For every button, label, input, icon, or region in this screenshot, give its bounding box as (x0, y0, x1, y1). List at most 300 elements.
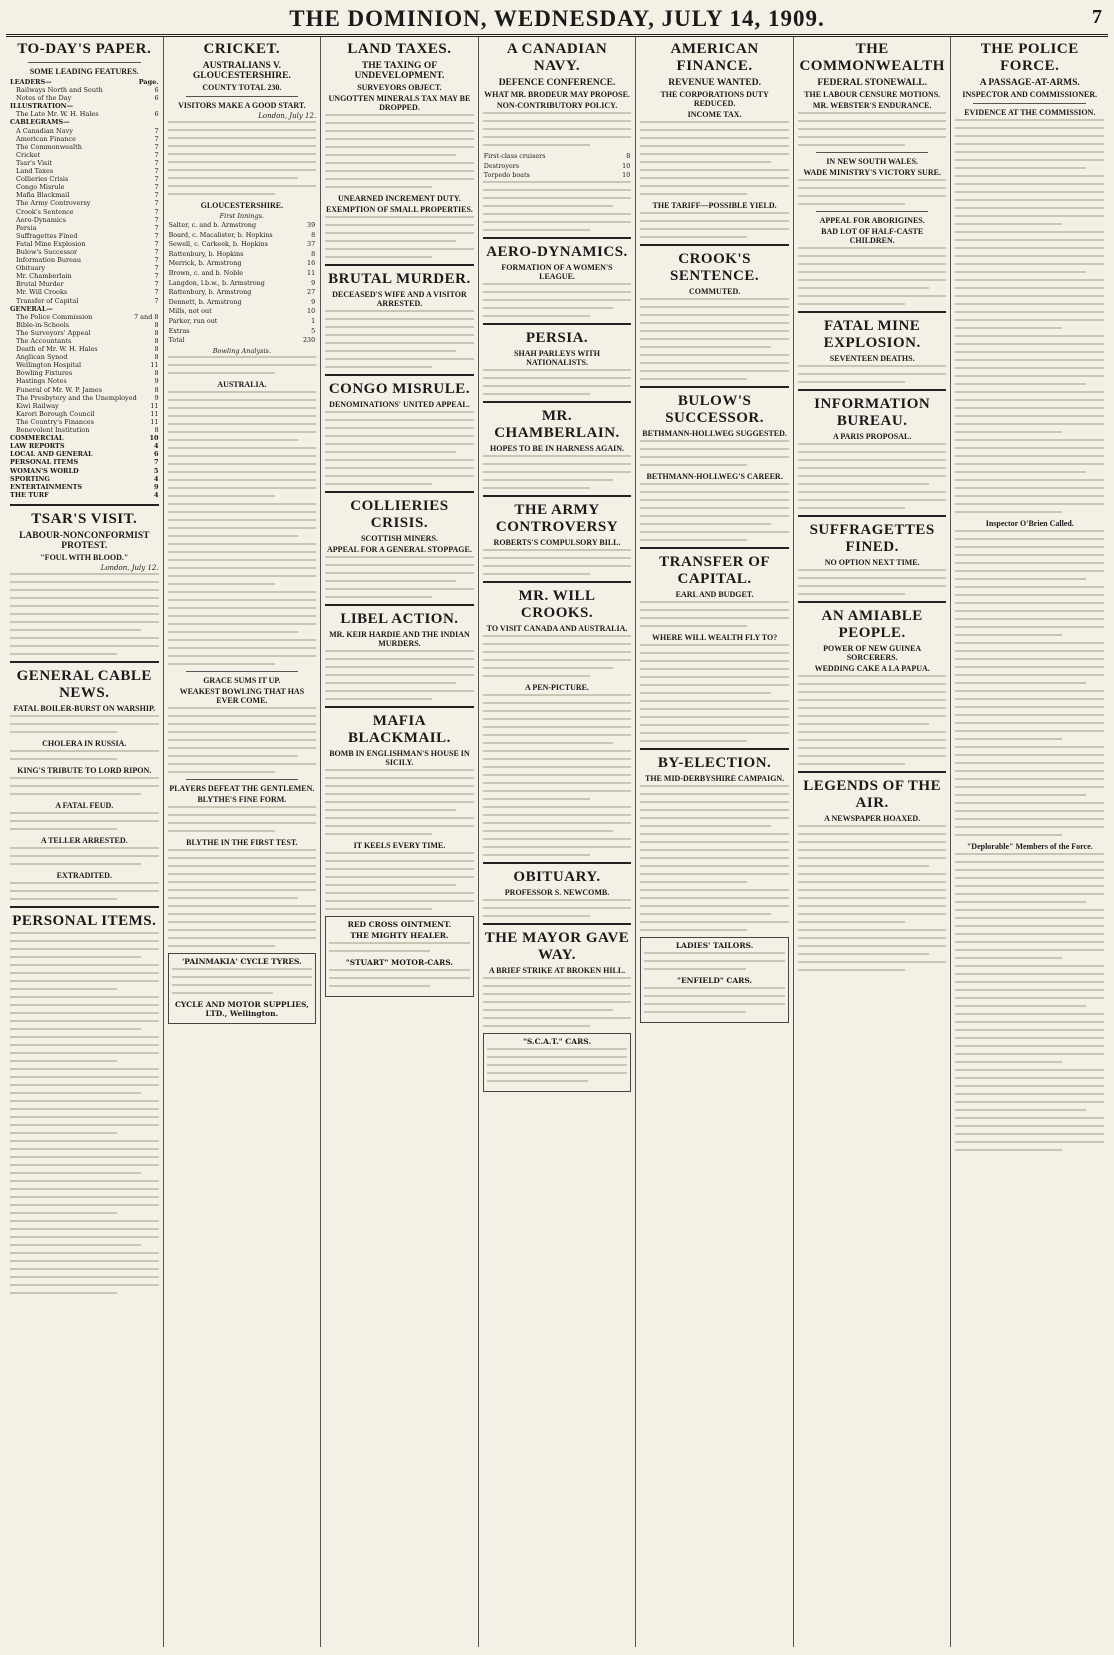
column-4 (479, 37, 637, 1647)
table-row (168, 221, 317, 231)
index-entry-page: 7 (154, 175, 159, 184)
column-3 (321, 37, 479, 1647)
amiable-people-heading: AN AMIABLE PEOPLE. (821, 608, 923, 641)
passage-at-arms-heading: A PASSAGE-AT-ARMS. (979, 78, 1080, 88)
legends-subheading: A NEWSPAPER HOAXED. (824, 814, 921, 823)
index-entry (10, 224, 159, 232)
scat-cars-advertisement (483, 1033, 632, 1092)
index-entry-title: Mr. Chamberlain (16, 272, 72, 281)
mayor-subheading: A BRIEF STRIKE AT BROKEN HILL. (488, 965, 626, 975)
index-entry-title: Congo Misrule (16, 183, 65, 192)
index-entry (10, 78, 159, 86)
index-entry (10, 240, 159, 248)
table-cell-label: Brown, c. and b. Noble (168, 268, 244, 277)
index-entry (10, 329, 159, 337)
index-entry-title: Death of Mr. W. H. Hales (16, 345, 98, 354)
ointment-advertisement (325, 916, 474, 997)
index-entry-title: Karori Borough Council (16, 409, 95, 418)
index-entry (10, 199, 159, 207)
index-entry (10, 353, 159, 361)
index-entry (10, 110, 159, 118)
pen-picture-heading: A PEN-PICTURE. (525, 682, 590, 692)
index-entry-page: 6 (154, 86, 159, 95)
personal-items-heading: PERSONAL ITEMS. (12, 912, 157, 929)
crooks-subheading: TO VISIT CANADA AND AUSTRALIA. (486, 623, 628, 633)
index-entry (10, 135, 159, 143)
brutal-murder-subheading: DECEASED'S WIFE AND A VISITOR ARRESTED. (332, 290, 467, 308)
index-entry-page: 8 (154, 345, 159, 354)
index-entry (10, 361, 159, 369)
index-entry-page: 7 (154, 126, 159, 135)
army-heading: THE ARMY CONTROVERSY (495, 501, 619, 535)
index-entry-page: 7 (154, 142, 159, 151)
index-entry-page: 7 (154, 264, 159, 273)
police-force-heading: THE POLICE FORCE. (980, 41, 1079, 74)
todays-paper-heading: TO-DAY'S PAPER. (17, 41, 152, 57)
index-entry-page: 7 (154, 199, 159, 208)
table-cell-value: 37 (307, 240, 316, 249)
libel-heading: LIBEL ACTION. (340, 611, 459, 627)
index-entry (10, 402, 159, 410)
cable-item-5: A TELLER ARRESTED. (40, 835, 128, 845)
canadian-navy-heading: A CANADIAN NAVY. (506, 41, 608, 74)
table-cell-label: Extras (168, 326, 190, 335)
tariff-heading: THE TARIFF—POSSIBLE YIELD. (652, 201, 777, 210)
nsw-subheading: WADE MINISTRY'S VICTORY SURE. (803, 168, 941, 177)
index-entry-title: The Commonwealth (16, 142, 82, 151)
increment-heading: UNEARNED INCREMENT DUTY. (337, 194, 461, 203)
index-entry-page: 8 (154, 369, 159, 378)
libel-subheading: MR. KEIR HARDIE AND THE INDIAN MURDERS. (329, 630, 470, 648)
index-entry-page: 6 (154, 450, 159, 459)
index-entry-title: ENTERTAINMENTS (10, 482, 83, 491)
suffragettes-heading: SUFFRAGETTES FINED. (809, 522, 935, 555)
index-entry (10, 442, 159, 450)
index-entry-page: 7 (154, 158, 159, 167)
column-5 (636, 37, 794, 1647)
cable-news-heading: GENERAL CABLE NEWS. (16, 667, 152, 701)
cable-item-1: FATAL BOILER-BURST ON WARSHIP. (13, 703, 156, 713)
ointment-ad-heading: RED CROSS OINTMENT. (347, 920, 452, 929)
collieries-subheading-2: APPEAL FOR A GENERAL STOPPAGE. (327, 545, 472, 554)
table-row (168, 336, 317, 346)
mayor-heading: THE MAYOR GAVE WAY. (484, 929, 630, 963)
personal-items-body (10, 932, 159, 1294)
index-entry-page: 7 (154, 288, 159, 297)
masthead (6, 4, 1108, 37)
bowling-label: Bowling Analysis. (212, 346, 271, 355)
index-entry-page: 7 (154, 191, 159, 200)
table-cell-value: 11 (307, 268, 316, 277)
chamberlain-subheading: HOPES TO BE IN HARNESS AGAIN. (490, 443, 624, 453)
index-entry-title: SPORTING (10, 474, 50, 483)
table-cell-label: Board, c. Macalister, b. Hopkins (168, 230, 273, 239)
index-entry (10, 369, 159, 377)
index-entry-page: 11 (150, 417, 159, 426)
index-entry (10, 248, 159, 256)
cable-item-6: EXTRADITED. (56, 870, 112, 880)
tsar-visit-subheading: LABOUR-NONCONFORMIST PROTEST. (19, 530, 150, 551)
aborigines-heading: APPEAL FOR ABORIGINES. (819, 216, 925, 225)
cricket-dateline: London, July 12. (258, 112, 317, 120)
obituary-heading: OBITUARY. (513, 868, 601, 885)
table-cell-value: 9 (311, 297, 316, 306)
inspector-commissioner-heading: INSPECTOR AND COMMISSIONER. (962, 90, 1098, 99)
congo-heading: CONGO MISRULE. (328, 381, 471, 397)
index-entry (10, 467, 159, 475)
index-entry-page: 7 (154, 272, 159, 281)
index-entry (10, 216, 159, 224)
index-entry (10, 305, 159, 313)
table-row (168, 298, 317, 308)
index-entry (10, 475, 159, 483)
index-entry-page: 7 (154, 239, 159, 248)
income-tax-heading: INCOME TAX. (687, 110, 742, 119)
policy-heading: NON-CONTRIBUTORY POLICY. (496, 101, 618, 110)
index-entry (10, 264, 159, 272)
table-cell-label: Rattenbury, b. Armstrong (168, 288, 252, 297)
table-cell-label: Salter, c. and b. Armstrong (168, 221, 257, 229)
index-entry-page: 6 (154, 94, 159, 103)
index-entry-page: 7 (154, 207, 159, 216)
mafia-heading: MAFIA BLACKMAIL. (347, 713, 451, 746)
index-entry-title: Bible-in-Schools (16, 320, 70, 329)
webster-heading: MR. WEBSTER'S ENDURANCE. (812, 101, 932, 110)
chamberlain-heading: MR. CHAMBERLAIN. (494, 407, 620, 441)
index-entry-page: 7 (154, 134, 159, 143)
mine-explosion-subheading: SEVENTEEN DEATHS. (829, 354, 915, 363)
table-cell-value: 10 (622, 171, 631, 180)
collieries-subheading: SCOTTISH MINERS. (360, 534, 438, 543)
cable-item-3: KING'S TRIBUTE TO LORD RIPON. (17, 765, 152, 775)
table-row (168, 279, 317, 289)
index-entry (10, 483, 159, 491)
index-entry-title: Bulow's Successor (16, 247, 78, 256)
mine-explosion-heading: FATAL MINE EXPLOSION. (823, 318, 921, 351)
table-cell-label: Torpedo boats (483, 171, 530, 180)
corporations-heading: THE CORPORATIONS DUTY REDUCED. (660, 90, 769, 108)
cricket-heading: CRICKET. (203, 41, 281, 57)
suffragettes-subheading: NO OPTION NEXT TIME. (824, 558, 920, 567)
table-row (483, 162, 632, 172)
index-entry (10, 191, 159, 199)
legends-heading: LEGENDS OF THE AIR. (803, 778, 942, 811)
motor-ad-heading: "STUART" MOTOR-CARS. (345, 958, 454, 967)
mafia-subheading-2: IT KEELS EVERY TIME. (353, 841, 446, 850)
index-entry-page: Page. (138, 78, 159, 86)
obituary-subheading: PROFESSOR S. NEWCOMB. (504, 887, 610, 897)
mafia-subheading: BOMB IN ENGLISHMAN'S HOUSE IN SICILY. (329, 749, 470, 767)
aborigines-subheading: BAD LOT OF HALF-CASTE CHILDREN. (821, 227, 924, 245)
cricket-subheading: AUSTRALIANS V. GLOUCESTERSHIRE. (192, 61, 291, 81)
index-entry-title: The Presbytery and the Unemployed (16, 393, 137, 402)
table-cell-label: Merrick, b. Armstrong (168, 259, 242, 268)
scorecard-table (168, 221, 317, 346)
index-entry-page: 4 (154, 490, 159, 499)
index-entry-title: The Army Controversy (16, 199, 91, 208)
deplorable-heading: "Deplorable" Members of the Force. (966, 842, 1093, 851)
table-cell-label: Destroyers (483, 161, 520, 170)
evidence-heading: EVIDENCE AT THE COMMISSION. (964, 108, 1096, 117)
army-subheading: ROBERTS'S COMPULSORY BILL. (493, 537, 621, 547)
index-entry (10, 232, 159, 240)
index-entry-page: 7 (154, 223, 159, 232)
index-entry-title: LAW REPORTS (10, 442, 65, 451)
cable-item-2: CHOLERA IN RUSSIA. (42, 738, 127, 748)
table-cell-value: 10 (622, 161, 631, 170)
table-row (168, 231, 317, 241)
index-entry-page: 8 (154, 337, 159, 345)
index-entry (10, 491, 159, 499)
index-entry-title: Mr. Will Crooks (16, 288, 68, 297)
persia-heading: PERSIA. (525, 329, 589, 346)
wedding-cake-heading: WEDDING CAKE A LA PAPUA. (814, 664, 930, 673)
blythe-heading: BLYTHE'S FINE FORM. (197, 794, 287, 804)
table-cell-label: Langdon, l.b.w., b. Armstrong (168, 278, 265, 287)
index-entry-title: Cricket (16, 150, 41, 159)
scat-ad-heading: "S.C.A.T." CARS. (522, 1036, 592, 1046)
index-entry-page: 9 (154, 393, 159, 402)
county-total: COUNTY TOTAL 230. (202, 83, 282, 92)
table-row (168, 307, 317, 317)
index-entry (10, 127, 159, 135)
table-row (168, 259, 317, 269)
table-row (168, 327, 317, 337)
tsar-visit-heading: TSAR'S VISIT. (31, 510, 138, 527)
index-entry-page: 7 (154, 458, 159, 467)
index-entry (10, 118, 159, 126)
table-cell-value: 10 (307, 307, 316, 316)
table-row (168, 317, 317, 327)
information-bureau-heading: INFORMATION BUREAU. (814, 396, 931, 429)
revenue-heading: REVENUE WANTED. (668, 78, 761, 88)
land-taxes-heading: LAND TAXES. (347, 41, 452, 57)
obrien-heading: Inspector O'Brien Called. (985, 519, 1074, 528)
index-entry-title: The Country's Finances (16, 417, 94, 426)
index-entry (10, 394, 159, 402)
index-entry-page: 8 (154, 328, 159, 337)
scorecard-heading: GLOUCESTERSHIRE. (200, 201, 284, 210)
index-entry-page: 7 (154, 280, 159, 289)
index-entry-title: THE TURF (10, 490, 49, 499)
columns (6, 37, 1108, 1647)
column-1 (6, 37, 164, 1647)
index-entry (10, 175, 159, 183)
table-cell-value: 8 (311, 249, 316, 258)
index-entry (10, 345, 159, 353)
blythe-test-heading: BLYTHE IN THE FIRST TEST. (186, 837, 298, 847)
index-entry-title: A Canadian Navy (16, 126, 73, 135)
index-entry-title: PERSONAL ITEMS (10, 458, 79, 467)
index-entry (10, 143, 159, 151)
amiable-people-subheading: POWER OF NEW GUINEA SORCERERS. (823, 644, 922, 662)
masthead-title: THE DOMINION, WEDNESDAY, JULY 14, 1909. (289, 6, 825, 31)
table-row (483, 152, 632, 162)
surveyors-heading: SURVEYORS OBJECT. (357, 83, 442, 92)
index-entry (10, 418, 159, 426)
table-cell-value: 39 (307, 221, 316, 229)
index-entry (10, 410, 159, 418)
index-entry-page: 7 (154, 215, 159, 224)
index-entry-title: Transfer of Capital (16, 296, 79, 305)
index-entry (10, 272, 159, 280)
index-entry-title: The Police Commission (16, 312, 93, 321)
column-2 (164, 37, 322, 1647)
index-entry-title: Crook's Sentence (16, 207, 74, 216)
aero-subheading: FORMATION OF A WOMEN'S LEAGUE. (501, 262, 613, 281)
by-election-heading: BY-ELECTION. (657, 755, 772, 771)
land-taxes-subheading: THE TAXING OF UNDEVELOPMENT. (354, 61, 445, 81)
enfield-ad-heading: "ENFIELD" CARS. (677, 976, 753, 985)
index-entry (10, 167, 159, 175)
table-row (168, 250, 317, 260)
index-entry-title: Land Taxes (16, 167, 54, 176)
index-entry-title: LOCAL AND GENERAL (10, 450, 93, 459)
index-entry-title: Brutal Murder (16, 280, 64, 289)
index-entry-page: 4 (154, 474, 159, 483)
index-entry-title: Suffragettes Fined (16, 231, 78, 240)
stonewall-heading: FEDERAL STONEWALL. (817, 78, 927, 88)
table-cell-value: 1 (311, 316, 316, 325)
index-entry-title: LEADERS— (10, 78, 52, 86)
players-heading: PLAYERS DEFEAT THE GENTLEMEN. (169, 783, 315, 793)
index-entry-title: Funeral of Mr. W. P. James (16, 385, 103, 394)
index-entry-page: 7 (154, 231, 159, 240)
index-entry (10, 159, 159, 167)
index-entry (10, 86, 159, 94)
brodeur-heading: WHAT MR. BRODEUR MAY PROPOSE. (484, 90, 630, 99)
features-subheading: SOME LEADING FEATURES. (29, 67, 139, 76)
australia-heading: AUSTRALIA. (217, 379, 267, 389)
table-cell-label: Mills, not out (168, 307, 212, 316)
index-entry (10, 426, 159, 434)
table-row (168, 240, 317, 250)
index-entry-page: 9 (154, 482, 159, 491)
index-entry (10, 337, 159, 345)
index-entry (10, 151, 159, 159)
index-entry-title: WOMAN'S WORLD (10, 466, 79, 475)
table-cell-value: 230 (302, 336, 316, 345)
nsw-heading: IN NEW SOUTH WALES. (826, 157, 919, 166)
crook-sentence-subheading: COMMUTED. (688, 287, 741, 296)
index-entry-page: 10 (149, 434, 159, 443)
american-finance-heading: AMERICAN FINANCE. (670, 41, 759, 74)
tyre-ad-footer: CYCLE AND MOTOR SUPPLIES, LTD., Wellington. (174, 999, 309, 1018)
index-entry-page: 9 (154, 377, 159, 386)
table-row (168, 269, 317, 279)
table-cell-label: Rattenbury, b. Hopkins (168, 249, 244, 258)
brutal-murder-heading: BRUTAL MURDER. (328, 271, 471, 287)
index-entry (10, 377, 159, 385)
table-row (483, 171, 632, 181)
index-entry-title: Fatal Mine Explosion (16, 239, 86, 248)
index-entry-title: Hastings Notes (16, 377, 67, 386)
tsar-visit-quote: "FOUL WITH BLOOD." (40, 552, 129, 562)
transfer-heading: TRANSFER OF CAPITAL. (659, 554, 771, 587)
index-entry-title: The Accountants (16, 337, 72, 345)
collieries-heading: COLLIERIES CRISIS. (350, 498, 449, 531)
table-cell-value: 16 (307, 259, 316, 268)
index-entry-title: CABLEGRAMS— (10, 118, 70, 127)
censure-heading: THE LABOUR CENSURE MOTIONS. (804, 90, 941, 99)
transfer-subheading: EARL AND BUDGET. (675, 590, 754, 599)
index-entry (10, 280, 159, 288)
index-entry-title: COMMERCIAL (10, 434, 64, 443)
index-entry-title: GENERAL— (10, 304, 53, 313)
index-entry-title: Bowling Fixtures (16, 369, 73, 378)
index-entry-page: 5 (154, 466, 159, 475)
index-entry-title: Anglican Synod (16, 353, 68, 362)
page-number: 7 (1092, 6, 1102, 28)
table-cell-label: Dennett, b. Armstrong (168, 297, 242, 306)
index-entry-title: Persia (16, 223, 37, 232)
by-election-subheading: THE MID-DERBYSHIRE CAMPAIGN. (645, 774, 785, 783)
index-entry-title: Kiwi Railway (16, 401, 59, 410)
index-entry-title: Information Bureau (16, 256, 82, 265)
index-entry-page: 7 (154, 247, 159, 256)
exemption-heading: EXEMPTION OF SMALL PROPERTIES. (325, 205, 473, 214)
ointment-ad-sub: THE MIGHTY HEALER. (350, 931, 449, 940)
index-entry (10, 208, 159, 216)
tyre-advertisement (168, 953, 317, 1024)
index-entry-page: 7 (154, 296, 159, 305)
index-entry (10, 288, 159, 296)
index-entry-page: 7 (154, 256, 159, 265)
index-entry-page: 6 (154, 110, 159, 119)
persia-subheading: SHAH PARLEYS WITH NATIONALISTS. (514, 348, 600, 367)
index-entry-title: The Surveyors' Appeal (16, 328, 91, 337)
index-entry (10, 386, 159, 394)
index-entry-title: Aero-Dynamics (16, 215, 66, 224)
index-entry-page: 4 (154, 442, 159, 451)
article-body (10, 573, 159, 655)
index-entry (10, 183, 159, 191)
index-entry-page: 7 (154, 183, 159, 192)
index-entry (10, 434, 159, 442)
index-entry (10, 450, 159, 458)
index-entry-title: ILLUSTRATION— (10, 102, 74, 111)
table-cell-label: First-class cruisers (483, 152, 546, 160)
index-entry-page: 11 (150, 409, 159, 418)
index-entry (10, 458, 159, 466)
column-7 (951, 37, 1108, 1647)
bethmann-career-heading: BETHMANN-HOLLWEG'S CAREER. (646, 472, 783, 481)
index-entry-page: 7 (154, 167, 159, 176)
table-cell-label: Parker, run out (168, 316, 218, 325)
index-entry-page: 11 (150, 361, 159, 370)
grace-heading: GRACE SUMS IT UP. (203, 675, 281, 685)
table-cell-value: 27 (307, 288, 316, 297)
crooks-heading: MR. WILL CROOKS. (518, 587, 596, 621)
table-row (168, 288, 317, 298)
fleet-table (483, 152, 632, 181)
index-entry-page: 8 (154, 320, 159, 329)
table-cell-value: 5 (311, 326, 316, 335)
crook-sentence-heading: CROOK'S SENTENCE. (670, 251, 760, 284)
minerals-heading: UNGOTTEN MINERALS TAX MAY BE DROPPED. (328, 94, 471, 112)
aero-heading: AERO-DYNAMICS. (486, 243, 628, 260)
index-entry-title: The Late Mr. W. H. Hales (16, 110, 99, 119)
index-entry-page: 7 and 8 (133, 312, 159, 321)
bulow-heading: BULOW'S SUCCESSOR. (665, 393, 764, 426)
index-entry-title: Mafia Blackmail (16, 191, 70, 200)
index-entry-title: Obituary (16, 264, 46, 273)
index-entry-title: Wellington Hospital (16, 361, 82, 370)
tsar-dateline: London, July 12. (100, 563, 159, 572)
weakest-bowling-heading: WEAKEST BOWLING THAT HAS EVER COME. (179, 686, 305, 705)
table-cell-value: 8 (311, 230, 316, 239)
index-entry (10, 94, 159, 102)
